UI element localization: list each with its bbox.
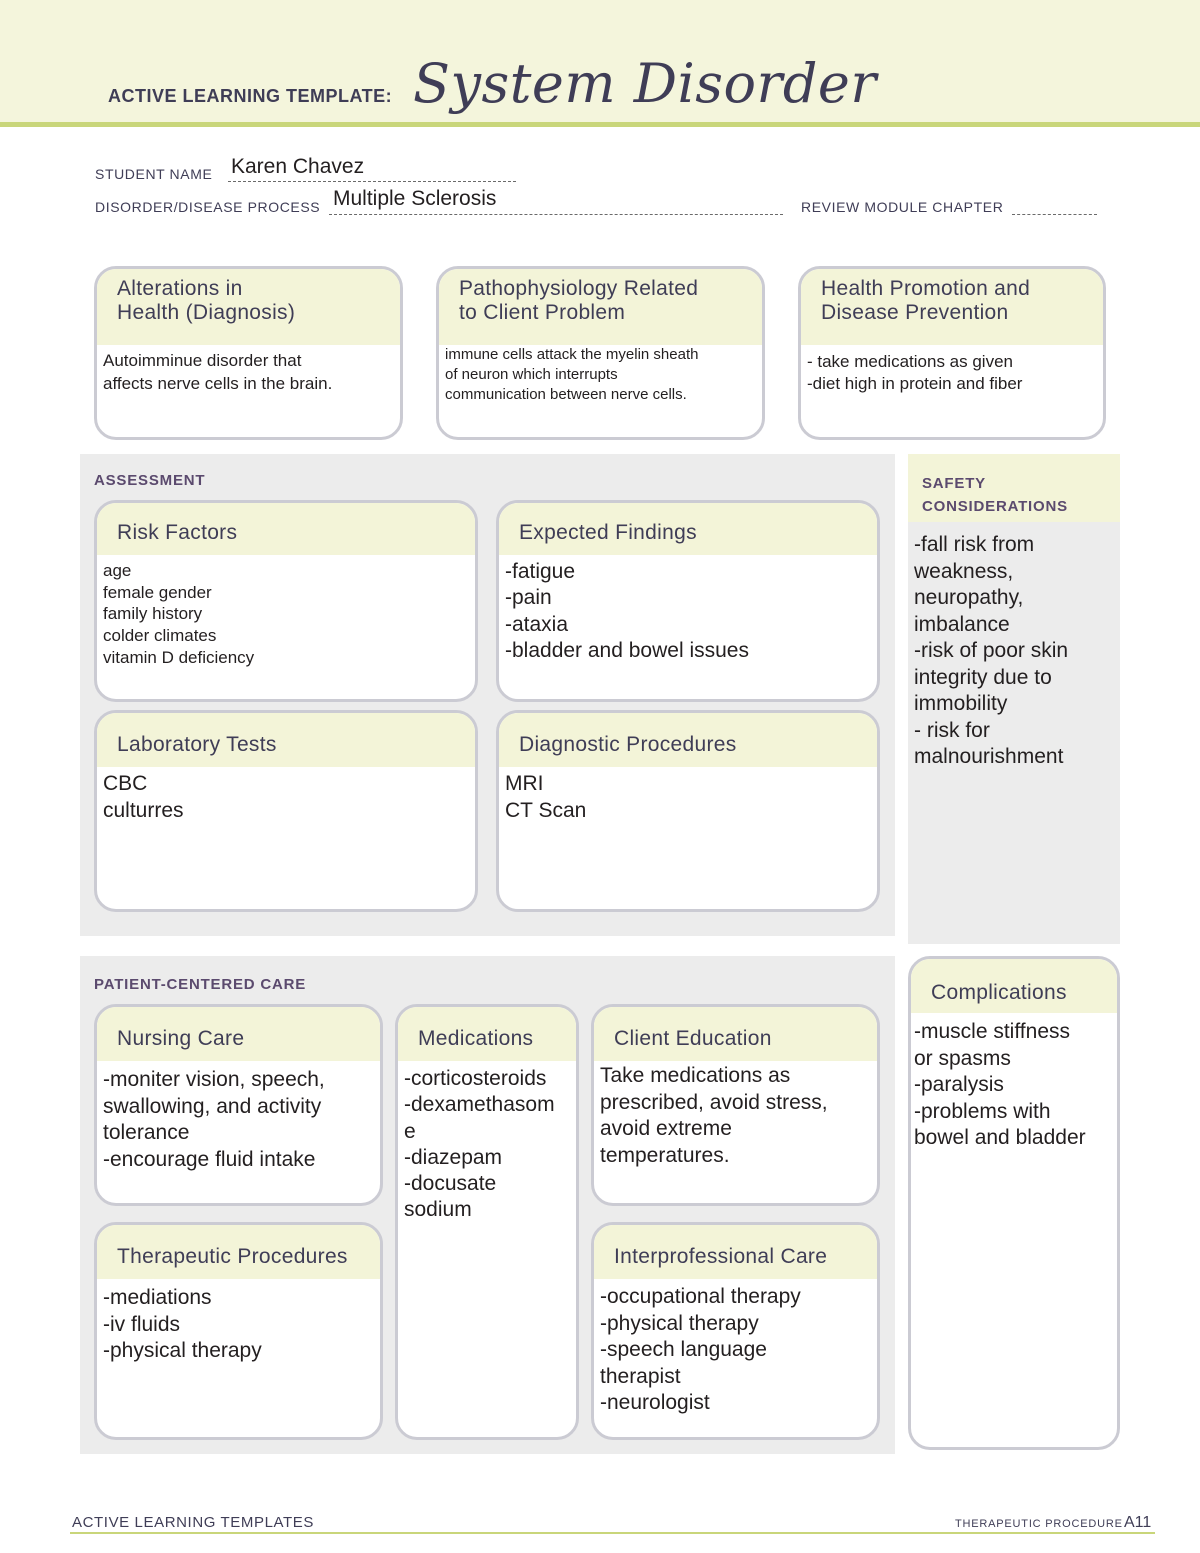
complications-field[interactable]: -muscle stiffness or spasms -paralysis -problems with bowel and bladder [914,1020,1086,1149]
template-title: System Disorder [413,52,877,115]
disorder-label: DISORDER/DISEASE PROCESS [95,199,321,215]
nursing-care-title: Nursing Care [97,1007,380,1061]
health-promotion-title: Health Promotion and Disease Prevention [801,269,1103,345]
diagnostic-procedures-title: Diagnostic Procedures [499,713,877,767]
assessment-title: ASSESSMENT [94,472,206,489]
alterations-field[interactable]: Autoimminue disorder that affects nerve cells in the brain. [103,351,333,393]
pathophysiology-title: Pathophysiology Related to Client Problem [439,269,762,345]
student-name-field[interactable]: Karen Chavez [231,155,365,178]
alterations-title: Alterations in Health (Diagnosis) [97,269,400,345]
review-module-label: REVIEW MODULE CHAPTER [801,199,1004,215]
therapeutic-procedures-box [94,1222,383,1440]
alterations-box [94,266,403,440]
pathophysiology-field[interactable]: immune cells attack the myelin sheath of neuron which interrupts communication between nerve cells. [445,346,699,403]
page-number: A11 [1124,1514,1152,1531]
footer-right-label: THERAPEUTIC PROCEDURE [955,1518,1123,1530]
interprofessional-care-field[interactable]: -occupational therapy -physical therapy -speech language therapist -neurologist [600,1285,801,1414]
therapeutic-procedures-field[interactable]: -mediations -iv fluids -physical therapy [103,1286,262,1362]
disorder-line [329,214,783,215]
complications-box [908,956,1120,1450]
review-module-line [1012,214,1097,215]
nursing-care-field[interactable]: -moniter vision, speech, swallowing, and activity tolerance -encourage fluid intake [103,1068,325,1171]
header-rule [0,122,1200,127]
therapeutic-procedures-title: Therapeutic Procedures [97,1225,380,1279]
safety-panel [908,454,1120,944]
safety-field[interactable]: -fall risk from weakness, neuropathy, imbalance -risk of poor skin integrity due to immobility - risk for malnourishment [914,533,1069,768]
interprofessional-care-title: Interprofessional Care [594,1225,877,1279]
client-education-box [591,1004,880,1206]
diagnostic-procedures-box [496,710,880,912]
health-promotion-field[interactable]: - take medications as given -diet high in protein and fiber [807,352,1023,393]
template-label: ACTIVE LEARNING TEMPLATE: [108,86,393,106]
patient-centered-care-title: PATIENT-CENTERED CARE [94,976,307,993]
medications-title: Medications [398,1007,576,1061]
diagnostic-procedures-field[interactable]: MRI CT Scan [505,772,587,822]
safety-title: SAFETY CONSIDERATIONS [908,454,1120,522]
medications-box [395,1004,579,1440]
footer-rule [70,1532,1155,1534]
expected-findings-title: Expected Findings [499,503,877,555]
footer-left-label: ACTIVE LEARNING TEMPLATES [72,1514,314,1531]
risk-factors-title: Risk Factors [97,503,475,555]
interprofessional-care-box [591,1222,880,1440]
laboratory-tests-field[interactable]: CBC culturres [103,772,184,822]
risk-factors-field[interactable]: age female gender family history colder climates vitamin D deficiency [103,561,255,667]
client-education-title: Client Education [594,1007,877,1061]
disorder-field[interactable]: Multiple Sclerosis [333,187,497,210]
expected-findings-box [496,500,880,702]
client-education-field[interactable]: Take medications as prescribed, avoid stress, avoid extreme temperatures. [600,1064,828,1167]
medications-field[interactable]: -corticosteroids -dexamethasom e -diazepam -docusate sodium [404,1067,555,1222]
expected-findings-field[interactable]: -fatigue -pain -ataxia -bladder and bowel issues [505,560,749,662]
student-name-label: STUDENT NAME [95,166,213,182]
nursing-care-box [94,1004,383,1206]
health-promotion-box [798,266,1106,440]
student-name-line [228,181,516,182]
laboratory-tests-title: Laboratory Tests [97,713,475,767]
pathophysiology-box [436,266,765,440]
risk-factors-box [94,500,478,702]
complications-title: Complications [911,959,1117,1013]
laboratory-tests-box [94,710,478,912]
